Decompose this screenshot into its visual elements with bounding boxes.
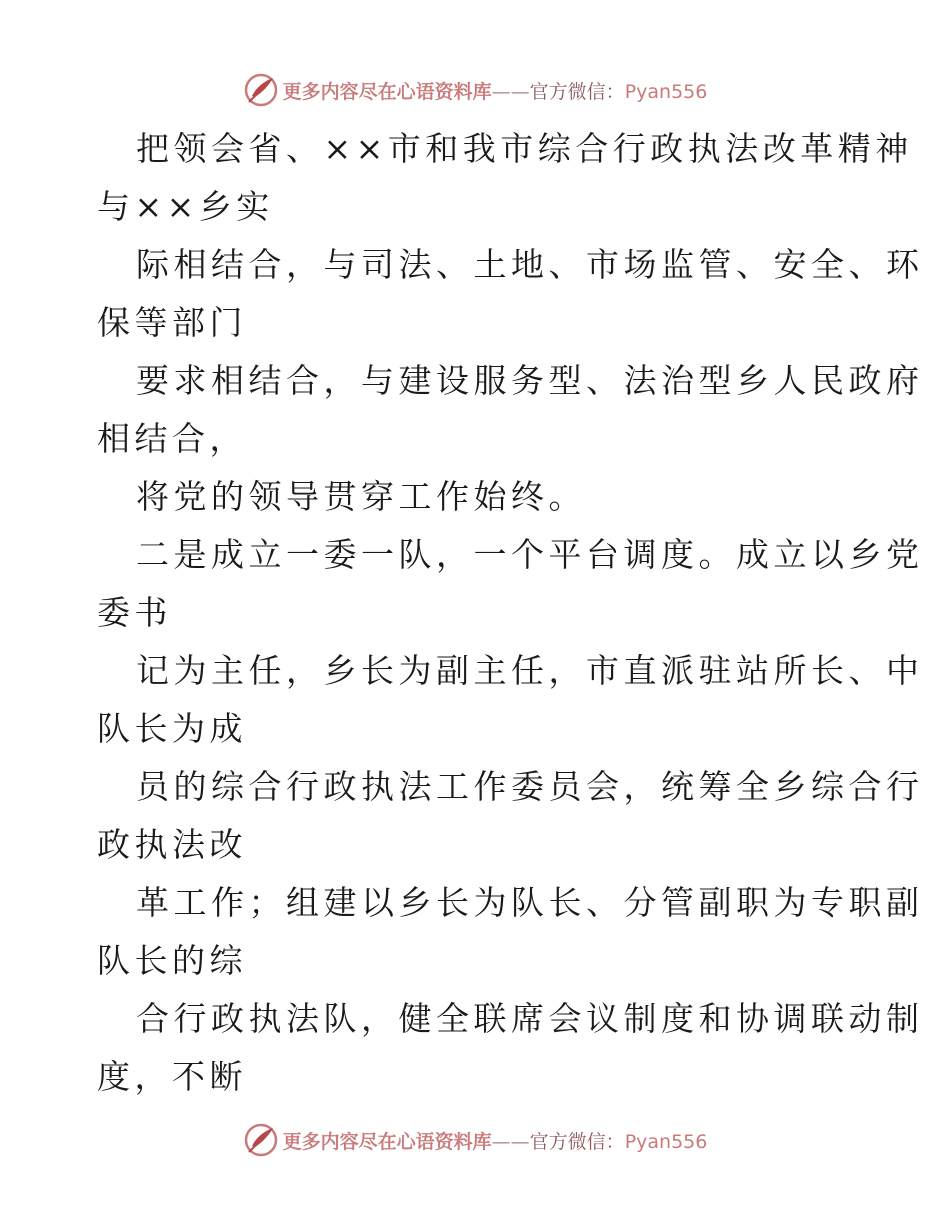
footer-watermark xyxy=(0,1120,950,1160)
text-line: 度，不断 xyxy=(97,1057,247,1096)
watermark-dash: —— xyxy=(491,1130,530,1153)
text-line: 政执法改 xyxy=(97,825,247,864)
text-line: 将党的领导贯穿工作始终。 xyxy=(136,477,586,516)
feather-logo-icon xyxy=(243,1122,279,1158)
text-line: 要求相结合，与建设服务型、法治型乡人民政府 xyxy=(136,361,924,400)
text-line: 员的综合行政执法工作委员会，统筹全乡综合行 xyxy=(136,767,924,806)
document-body xyxy=(97,120,924,1106)
text-line: 相结合， xyxy=(97,419,247,458)
text-line: 委书 xyxy=(97,593,172,632)
text-line: 记为主任，乡长为副主任，市直派驻站所长、中 xyxy=(136,651,924,690)
text-line: 队长为成 xyxy=(97,709,247,748)
text-line: 合行政执法队，健全联席会议制度和协调联动制 xyxy=(136,999,924,1038)
watermark-dash: —— xyxy=(491,80,530,103)
text-line: 队长的综 xyxy=(97,941,247,980)
text-line: 革工作；组建以乡长为队长、分管副职为专职副 xyxy=(136,883,924,922)
watermark-main-text: 更多内容尽在心语资料库 xyxy=(282,1130,492,1153)
watermark-wechat-id: Pyan556 xyxy=(624,80,708,103)
text-line: 把领会省、××市和我市综合行政执法改革精神 xyxy=(136,129,913,168)
text-line: 二是成立一委一队，一个平台调度。成立以乡党 xyxy=(136,535,924,574)
text-line: 际相结合，与司法、土地、市场监管、安全、环 xyxy=(136,245,924,284)
feather-logo-icon xyxy=(243,72,279,108)
header-watermark xyxy=(0,70,950,110)
text-line: 与××乡实 xyxy=(97,187,274,226)
text-line: 保等部门 xyxy=(97,303,247,342)
watermark-wechat-label: 官方微信： xyxy=(529,80,625,103)
watermark-wechat-label: 官方微信： xyxy=(529,1130,625,1153)
watermark-main-text: 更多内容尽在心语资料库 xyxy=(282,80,492,103)
watermark-wechat-id: Pyan556 xyxy=(624,1130,708,1153)
